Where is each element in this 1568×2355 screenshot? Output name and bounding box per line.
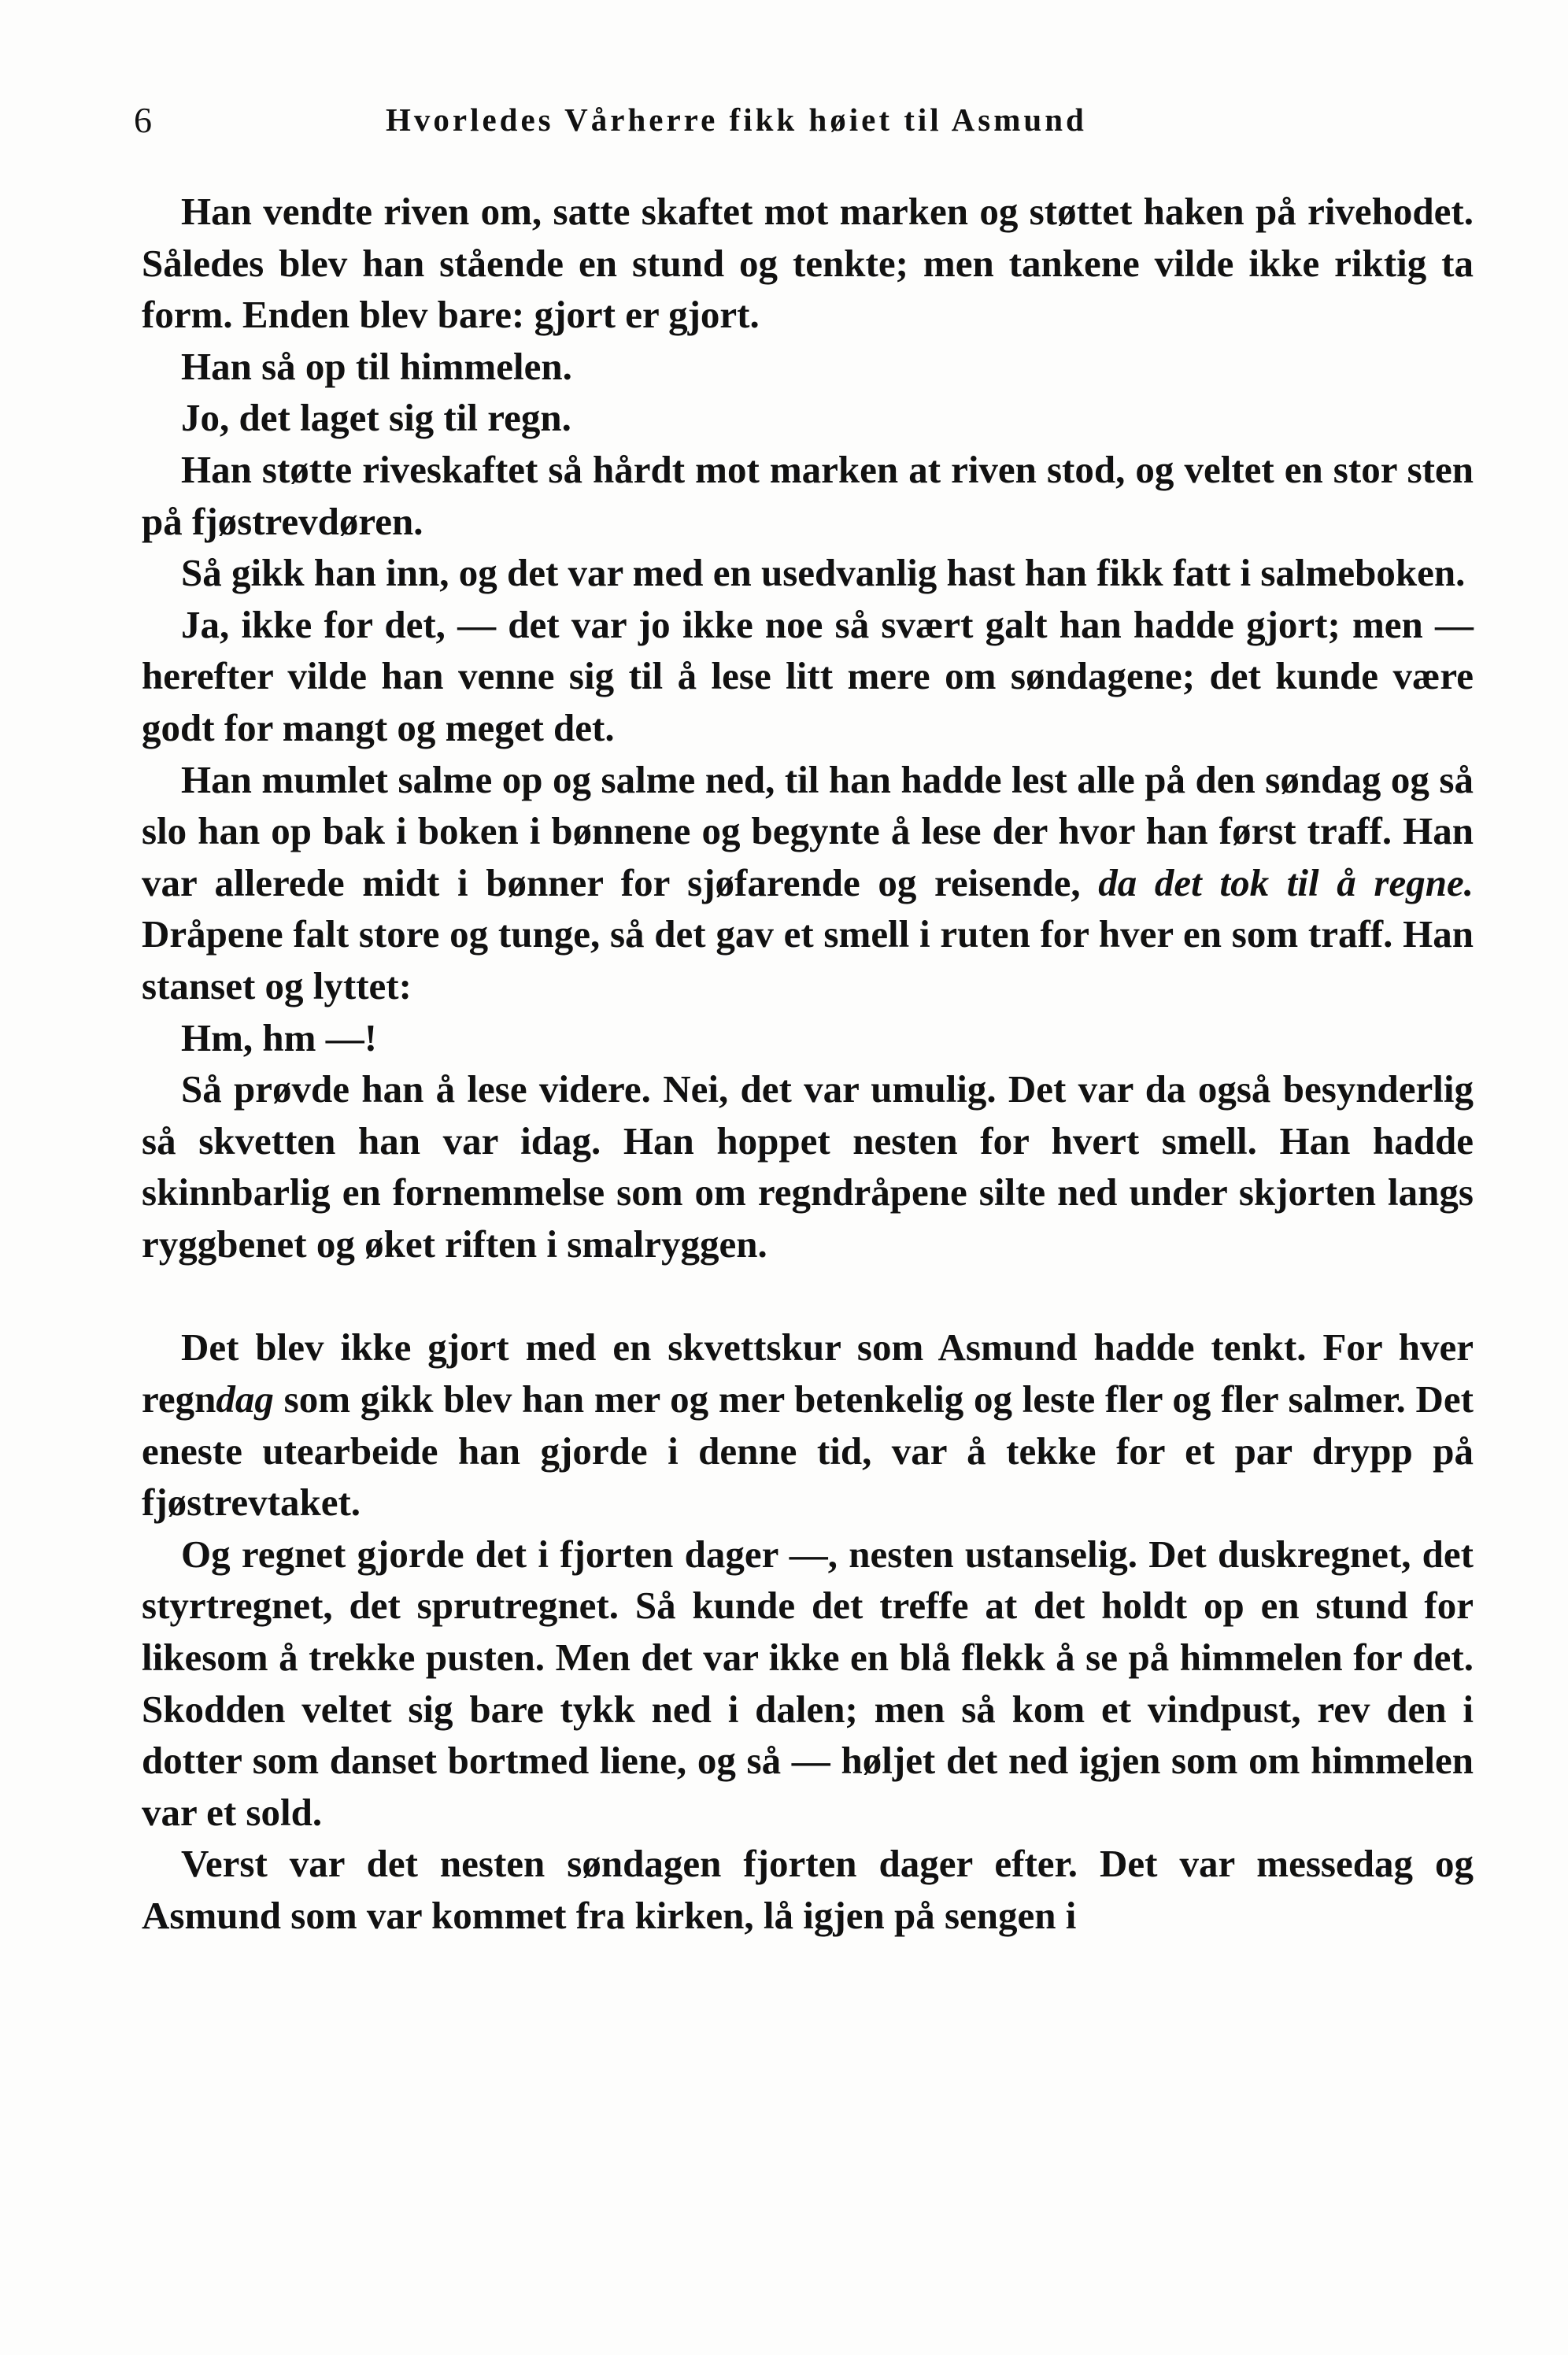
paragraph-text: som gikk blev han mer og mer betenkelig og leste fler og fler salmer. Det eneste utearbeide han gjorde i denne tid, var å tekke for et par drypp på fjøstrevtaket. xyxy=(142,1377,1474,1525)
paragraph-text: Han mumlet salme op og salme ned, til han hadde lest alle på den søndag og så slo han op bak i boken i bønnene og begynte å lese der hvor han først traff. Han var allerede midt i bønner for sjøfarende og reisende, xyxy=(142,757,1474,904)
paragraph: Han så op til himmelen. xyxy=(181,344,572,388)
running-header xyxy=(134,99,1472,146)
italic-word: dag xyxy=(216,1377,274,1422)
running-title: Hvorledes Vårherre fikk høiet til Asmund xyxy=(386,102,1087,138)
paragraph: Verst var det nesten søndagen fjorten dager efter. Det var messedag og Asmund som var kommet fra kirken, lå igjen på sengen i xyxy=(142,1842,1474,1937)
paragraph-text: Det blev ikke gjort med en skvettskur som Asmund hadde tenkt. For hver regn xyxy=(142,1325,1474,1422)
body-text xyxy=(142,186,1474,1942)
paragraph: Så prøvde han å lese videre. Nei, det var umulig. Det var da også besynderlig så skvetten han var idag. Han hoppet nesten for hvert smell. Han hadde skinnbarlig en fornemmelse som om regndråpene silte ned under skjorten langs ryggbenet og øket riften i smalryggen. xyxy=(142,1067,1474,1266)
paragraph xyxy=(142,754,1474,1012)
paragraph: Så gikk han inn, og det var med en usedvanlig hast han fikk fatt i salmeboken. xyxy=(181,551,1466,595)
paragraph: Ja, ikke for det, — det var jo ikke noe så svært galt han hadde gjort; men — herefter vilde han venne sig til å lese litt mere om søndagene; det kunde være godt for mangt og meget det. xyxy=(142,602,1474,749)
paragraph-text: Dråpene falt store og tunge, så det gav et smell i ruten for hver en som traff. Han stanset og lyttet: xyxy=(142,912,1474,1007)
section-break xyxy=(142,1270,1474,1322)
paragraph: Han vendte riven om, satte skaftet mot marken og støttet haken på rivehodet. Således blev han stående en stund og tenkte; men tankene vilde ikke riktig ta form. Enden blev bare: gjort er gjort. xyxy=(142,190,1474,337)
italic-phrase: da det tok til å regne. xyxy=(1098,860,1474,904)
paragraph: Jo, det laget sig til regn. xyxy=(181,396,571,440)
paragraph: Han støtte riveskaftet så hårdt mot marken at riven stod, og veltet en stor sten på fjøstrevdøren. xyxy=(142,447,1474,543)
page-number: 6 xyxy=(134,100,152,140)
paragraph: Og regnet gjorde det i fjorten dager —, nesten ustanselig. Det duskregnet, det styrtregnet, det sprutregnet. Så kunde det treffe at det holdt op en stund for likesom å trekke pusten. Men det var ikke en blå flekk å se på himmelen for det. Skodden veltet sig bare tykk ned i dalen; men så kom et vindpust, rev den i dotter som danset bortmed liene, og så — høljet det ned igjen som om himmelen var et sold. xyxy=(142,1532,1474,1834)
paragraph: Hm, hm —! xyxy=(181,1015,378,1059)
paragraph xyxy=(142,1322,1474,1528)
